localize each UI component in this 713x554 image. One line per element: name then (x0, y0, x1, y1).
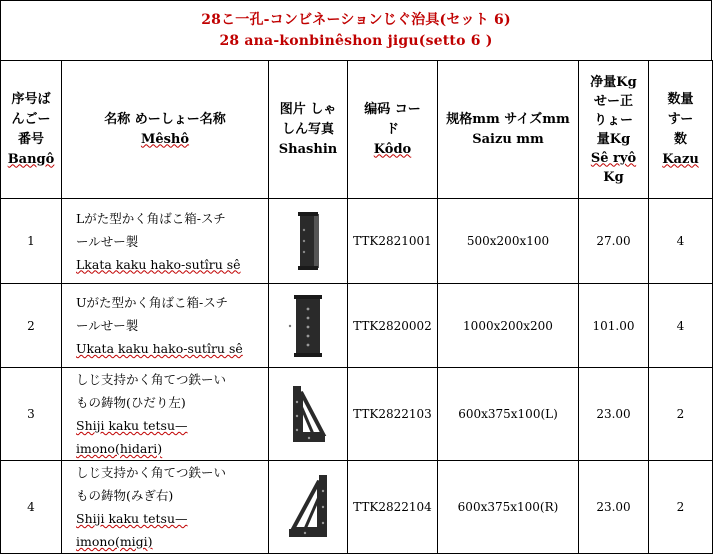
title-japanese: 28こ一孔-コンビネーションじぐ治具(セット 6) (201, 12, 511, 28)
header-spec: 规格mm サイズmm Saizu mm (438, 61, 579, 199)
cell-size: 600x375x100(L) (438, 368, 579, 461)
cell-photo (269, 368, 348, 461)
cell-weight: 27.00 (579, 199, 649, 284)
cell-weight: 101.00 (579, 284, 649, 368)
table-row (1, 199, 713, 284)
header-qty: 数量 すー 数 Kazu (649, 61, 713, 199)
cell-name: Uがた型かく角ばこ箱-スチ ールせー製 Ukata kaku hako-sutîru sê (62, 284, 269, 368)
cell-qty: 2 (649, 368, 713, 461)
cell-qty: 2 (649, 461, 713, 554)
cell-photo (269, 461, 348, 554)
header-no: 序号ば んごー 番号 Bangô (1, 61, 62, 199)
header-name: 名称 めーしょー名称 Mêshô (62, 61, 269, 199)
right-support-angle-casting-icon (283, 471, 333, 543)
cell-code: TTK2821001 (348, 199, 438, 284)
cell-name: Lがた型かく角ばこ箱-スチ ールせー製 Lkata kaku hako-sutîru sê (62, 199, 269, 284)
cell-name: しじ支持かく角てつ鉄ーい もの鋳物(みぎ右) Shiji kaku tetsu— imono(migi) (62, 461, 269, 554)
l-type-square-box-icon (288, 210, 328, 272)
cell-qty: 4 (649, 284, 713, 368)
cell-no: 1 (1, 199, 62, 284)
left-support-angle-casting-icon (285, 382, 331, 446)
header-code: 编码 コー ド Kôdo (348, 61, 438, 199)
cell-code: TTK2822104 (348, 461, 438, 554)
cell-no: 2 (1, 284, 62, 368)
cell-photo (269, 199, 348, 284)
cell-code: TTK2820002 (348, 284, 438, 368)
header-photo: 图片 しゃ しん写真 Shashin (269, 61, 348, 199)
cell-photo (269, 284, 348, 368)
u-type-square-box-icon (286, 293, 330, 359)
table-row (1, 368, 713, 461)
cell-no: 3 (1, 368, 62, 461)
cell-name: しじ支持かく角てつ鉄ーい もの鋳物(ひだり左) Shiji kaku tetsu— imono(hidari) (62, 368, 269, 461)
cell-size: 500x200x100 (438, 199, 579, 284)
title-romaji: 28 ana-konbinêshon jigu(setto 6 ) (219, 33, 493, 49)
table-row (1, 284, 713, 368)
cell-code: TTK2822103 (348, 368, 438, 461)
header-row (1, 61, 713, 199)
header-weight: 净量Kg せー正 りょー 量Kg Sê ryô Kg (579, 61, 649, 199)
title-box (0, 0, 712, 61)
cell-weight: 23.00 (579, 461, 649, 554)
cell-weight: 23.00 (579, 368, 649, 461)
product-table (0, 60, 713, 554)
cell-no: 4 (1, 461, 62, 554)
cell-qty: 4 (649, 199, 713, 284)
table-row (1, 461, 713, 554)
cell-size: 600x375x100(R) (438, 461, 579, 554)
cell-size: 1000x200x200 (438, 284, 579, 368)
